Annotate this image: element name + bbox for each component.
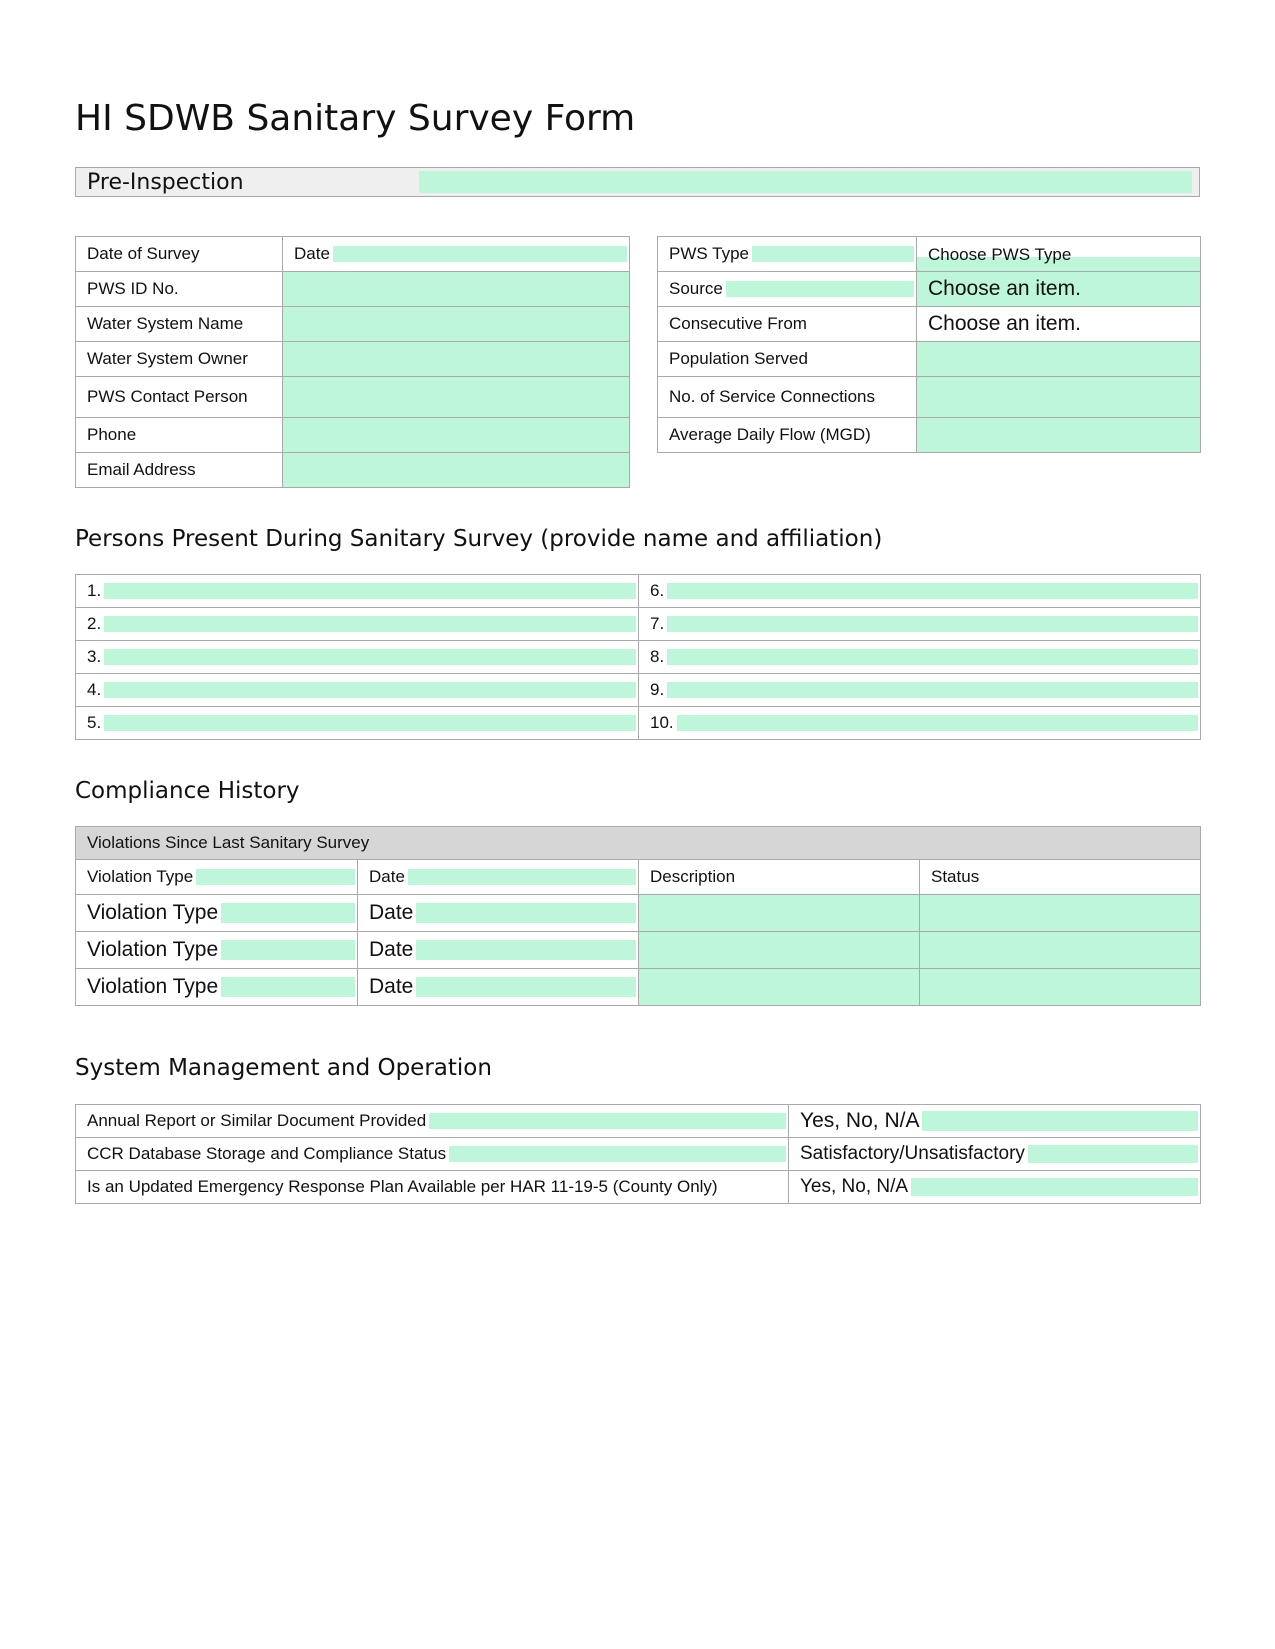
source-dropdown[interactable]: Choose an item. (917, 272, 1201, 307)
person-cell[interactable] (639, 674, 1201, 707)
person-field[interactable] (104, 682, 636, 698)
violation-date-fill[interactable] (416, 940, 636, 960)
violation-date-cell[interactable] (358, 969, 639, 1006)
person-field[interactable] (104, 649, 636, 665)
compliance-heading: Compliance History (75, 778, 300, 804)
annual-report-label: Annual Report or Similar Document Provided (87, 1111, 427, 1130)
persons-heading: Persons Present During Sanitary Survey (provide name and affiliation) (75, 526, 883, 552)
column-header: Status (920, 860, 1201, 895)
violation-type-placeholder: Violation Type (87, 975, 219, 998)
table-row (76, 307, 630, 342)
table-row (76, 1138, 1201, 1171)
table-row (76, 707, 1201, 740)
date-fill[interactable] (333, 246, 627, 262)
source-label-cell (658, 272, 917, 307)
avg-daily-flow-field[interactable] (917, 418, 1201, 453)
pre-inspection-field[interactable] (419, 171, 1192, 193)
person-number: 8. (650, 647, 665, 666)
date-of-survey-field[interactable] (283, 237, 630, 272)
person-field[interactable] (667, 583, 1198, 599)
description-field[interactable] (639, 932, 920, 969)
table-row (658, 418, 1201, 453)
table-row (76, 608, 1201, 641)
table-row (76, 342, 630, 377)
water-system-owner-label: Water System Owner (76, 342, 283, 377)
phone-field[interactable] (283, 418, 630, 453)
pre-inspection-bar (75, 167, 1200, 197)
violation-type-cell[interactable] (76, 932, 358, 969)
table-row (76, 641, 1201, 674)
status-field[interactable] (920, 895, 1201, 932)
email-field[interactable] (283, 453, 630, 488)
contact-person-label: PWS Contact Person (76, 377, 283, 418)
service-connections-label: No. of Service Connections (658, 377, 917, 418)
emergency-plan-label: Is an Updated Emergency Response Plan Available per HAR 11-19-5 (County Only) (76, 1171, 789, 1204)
persons-table (75, 574, 1201, 740)
contact-person-field[interactable] (283, 377, 630, 418)
emergency-plan-answer: Yes, No, N/A (800, 1176, 909, 1197)
violation-type-header-cell (76, 860, 358, 895)
population-served-label: Population Served (658, 342, 917, 377)
table-row (76, 969, 1201, 1006)
person-field[interactable] (667, 682, 1198, 698)
person-cell[interactable] (76, 674, 639, 707)
ccr-database-label: CCR Database Storage and Compliance Status (87, 1144, 447, 1163)
person-field[interactable] (677, 715, 1198, 731)
table-row (76, 895, 1201, 932)
violations-table (75, 826, 1201, 1006)
ccr-database-cell (76, 1138, 789, 1171)
table-row (76, 575, 1201, 608)
table-row (658, 342, 1201, 377)
ccr-answer-fill[interactable] (1028, 1145, 1198, 1163)
violation-type-fill[interactable] (221, 940, 355, 960)
phone-label: Phone (76, 418, 283, 453)
status-field[interactable] (920, 969, 1201, 1006)
violation-type-placeholder: Violation Type (87, 938, 219, 961)
violation-type-placeholder: Violation Type (87, 901, 219, 924)
person-field[interactable] (104, 715, 636, 731)
table-row (76, 1171, 1201, 1204)
management-heading: System Management and Operation (75, 1055, 492, 1081)
person-number: 10. (650, 713, 674, 732)
violation-date-cell[interactable] (358, 932, 639, 969)
person-number: 4. (87, 680, 102, 699)
violation-type-fill[interactable] (221, 903, 355, 923)
emergency-plan-answer-cell[interactable] (789, 1171, 1201, 1204)
violation-date-cell[interactable] (358, 895, 639, 932)
person-cell[interactable] (76, 608, 639, 641)
email-label: Email Address (76, 453, 283, 488)
annual-report-answer: Yes, No, N/A (800, 1109, 920, 1132)
service-connections-field[interactable] (917, 377, 1201, 418)
violation-type-cell[interactable] (76, 969, 358, 1006)
violation-date-placeholder: Date (369, 938, 414, 961)
person-number: 6. (650, 581, 665, 600)
ccr-answer: Satisfactory/Unsatisfactory (800, 1143, 1025, 1164)
person-field[interactable] (667, 616, 1198, 632)
person-number: 1. (87, 581, 102, 600)
pws-type-fill[interactable] (752, 246, 914, 262)
column-header: Violation Type (87, 867, 194, 886)
table-row (76, 237, 630, 272)
ccr-answer-cell[interactable] (789, 1138, 1201, 1171)
violation-date-placeholder: Date (369, 901, 414, 924)
consecutive-from-label: Consecutive From (658, 307, 917, 342)
description-field[interactable] (639, 895, 920, 932)
water-system-name-label: Water System Name (76, 307, 283, 342)
violation-date-fill[interactable] (416, 977, 636, 997)
person-number: 9. (650, 680, 665, 699)
management-table (75, 1104, 1201, 1204)
table-row (76, 377, 630, 418)
annual-report-answer-fill[interactable] (922, 1111, 1198, 1131)
table-row (76, 272, 630, 307)
pws-id-label: PWS ID No. (76, 272, 283, 307)
violation-date-fill[interactable] (416, 903, 636, 923)
population-served-field[interactable] (917, 342, 1201, 377)
water-system-owner-field[interactable] (283, 342, 630, 377)
person-cell[interactable] (639, 608, 1201, 641)
pws-type-label-cell (658, 237, 917, 272)
annual-report-fill[interactable] (429, 1113, 786, 1129)
person-cell[interactable] (639, 707, 1201, 740)
date-header-fill[interactable] (408, 869, 636, 885)
pws-type-label: PWS Type (669, 244, 749, 263)
date-placeholder: Date (294, 244, 330, 263)
consecutive-from-dropdown[interactable]: Choose an item. (917, 307, 1201, 342)
person-field[interactable] (667, 649, 1198, 665)
person-number: 2. (87, 614, 102, 633)
violation-type-cell[interactable] (76, 895, 358, 932)
table-row (76, 932, 1201, 969)
person-field[interactable] (104, 616, 636, 632)
avg-daily-flow-label: Average Daily Flow (MGD) (658, 418, 917, 453)
table-row (76, 453, 630, 488)
pws-type-value: Choose PWS Type (928, 245, 1072, 264)
description-field[interactable] (639, 969, 920, 1006)
person-cell[interactable] (76, 575, 639, 608)
date-of-survey-label: Date of Survey (76, 237, 283, 272)
pws-info-table (657, 236, 1201, 453)
source-label: Source (669, 279, 723, 298)
table-row (658, 377, 1201, 418)
table-row (76, 827, 1201, 860)
table-row (76, 418, 630, 453)
system-info-table (75, 236, 630, 488)
column-header: Date (369, 867, 405, 886)
page-title: HI SDWB Sanitary Survey Form (75, 98, 636, 139)
person-number: 3. (87, 647, 102, 666)
violation-type-fill[interactable] (221, 977, 355, 997)
table-row (76, 674, 1201, 707)
source-fill[interactable] (726, 281, 914, 297)
column-header: Description (639, 860, 920, 895)
status-field[interactable] (920, 932, 1201, 969)
annual-report-cell (76, 1105, 789, 1138)
annual-report-answer-cell[interactable] (789, 1105, 1201, 1138)
violation-type-header-fill[interactable] (196, 869, 355, 885)
pws-type-dropdown[interactable] (917, 237, 1201, 272)
table-row (658, 272, 1201, 307)
pre-inspection-label: Pre-Inspection (87, 170, 244, 195)
table-row (658, 307, 1201, 342)
table-row (76, 1105, 1201, 1138)
water-system-name-field[interactable] (283, 307, 630, 342)
ccr-database-fill[interactable] (449, 1146, 786, 1162)
person-cell[interactable] (639, 575, 1201, 608)
person-number: 7. (650, 614, 665, 633)
person-cell[interactable] (639, 641, 1201, 674)
table-row (658, 237, 1201, 272)
person-cell[interactable] (76, 641, 639, 674)
emergency-plan-answer-fill[interactable] (911, 1178, 1198, 1196)
date-header-cell (358, 860, 639, 895)
pws-id-field[interactable] (283, 272, 630, 307)
violations-header: Violations Since Last Sanitary Survey (76, 827, 1201, 860)
table-row (76, 860, 1201, 895)
person-number: 5. (87, 713, 102, 732)
violation-date-placeholder: Date (369, 975, 414, 998)
person-cell[interactable] (76, 707, 639, 740)
person-field[interactable] (104, 583, 636, 599)
